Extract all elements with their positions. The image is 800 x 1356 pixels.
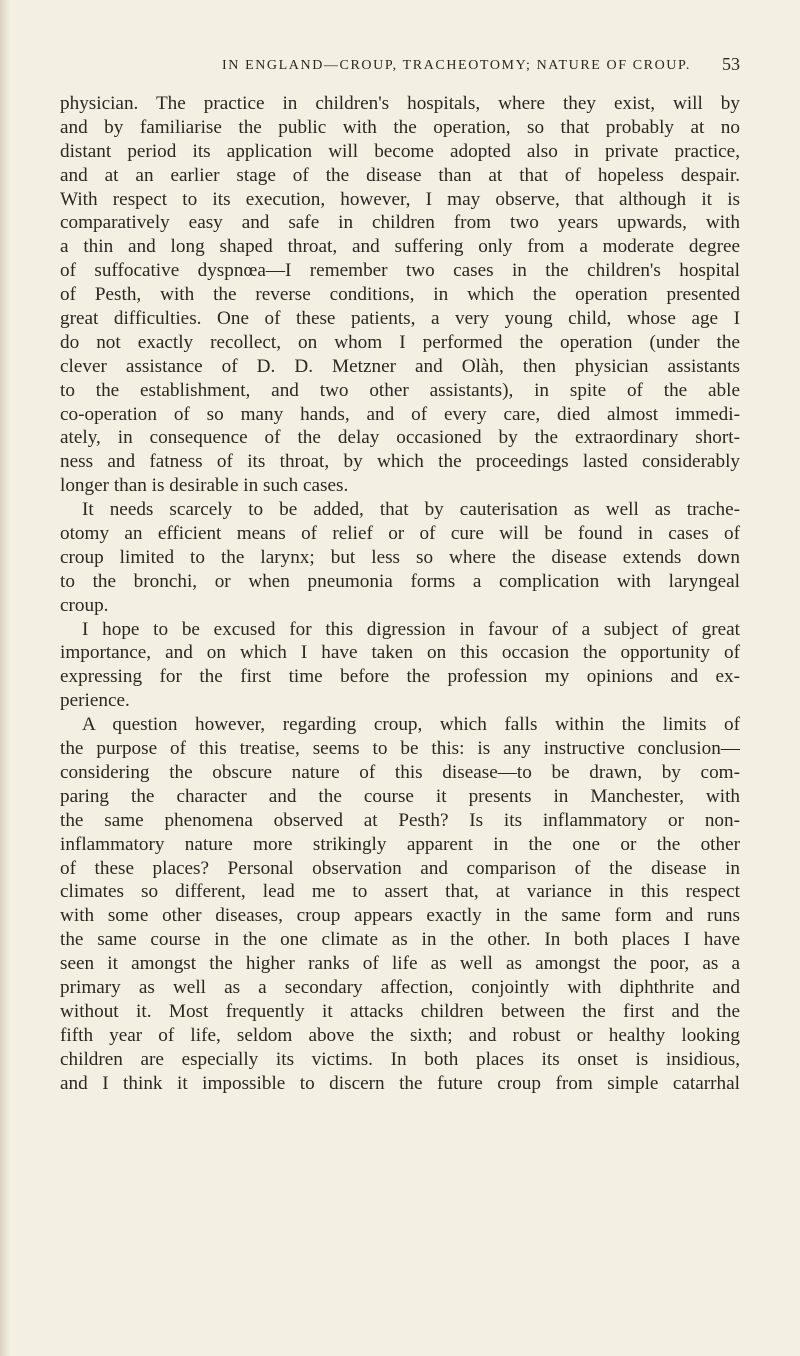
text-line: of suffocative dyspnœa—I remember two cases in the children's hospital	[60, 260, 740, 282]
text-line: the purpose of this treatise, seems to be this: is any instructive conclusion—	[60, 738, 740, 760]
text-line: a thin and long shaped throat, and suffering only from a moderate degree	[60, 236, 740, 258]
text-line: paring the character and the course it presents in Manchester, with	[60, 785, 740, 807]
text-line: the same phenomena observed at Pesth? Is its inflammatory or non-	[60, 809, 740, 831]
text-line: importance, and on which I have taken on this occasion the opportunity of	[60, 642, 740, 664]
text-line: considering the obscure nature of this disease—to be drawn, by com-	[60, 761, 740, 783]
text-line: croup limited to the larynx; but less so where the disease extends down	[60, 546, 740, 568]
text-line: expressing for the first time before the profession my opinions and ex-	[60, 666, 740, 688]
text-line: clever assistance of D. D. Metzner and Olàh, then physician assistants	[60, 355, 740, 377]
text-line: and at an earlier stage of the disease than at that of hopeless despair.	[60, 164, 740, 186]
text-line: fifth year of life, seldom above the sixth; and robust or healthy looking	[60, 1024, 740, 1046]
text-line: of these places? Personal observation and comparison of the disease in	[60, 857, 740, 879]
text-line: ness and fatness of its throat, by which the proceedings lasted considerably	[60, 451, 740, 473]
text-line: children are especially its victims. In both places its onset is insidious,	[60, 1048, 740, 1070]
text-line: croup.	[60, 594, 109, 616]
text-line: ately, in consequence of the delay occasioned by the extraordinary short-	[60, 427, 740, 449]
text-line: of Pesth, with the reverse conditions, in which the operation presented	[60, 284, 740, 306]
text-line: comparatively easy and safe in children from two years upwards, with	[60, 212, 740, 234]
text-line: physician. The practice in children's hospitals, where they exist, will by	[60, 93, 740, 114]
text-line: with some other diseases, croup appears exactly in the same form and runs	[60, 905, 740, 927]
text-line: climates so different, lead me to assert that, at variance in this respect	[60, 881, 740, 903]
text-line: It needs scarcely to be added, that by cauterisation as well as trache-	[82, 499, 740, 521]
text-line: do not exactly recollect, on whom I performed the operation (under the	[60, 331, 740, 353]
text-line: I hope to be excused for this digression in favour of a subject of great	[82, 618, 740, 640]
body-text	[60, 92, 740, 1095]
text-line: otomy an efficient means of relief or of cure will be found in cases of	[60, 523, 740, 545]
text-line: primary as well as a secondary affection, conjointly with diphthrite and	[60, 976, 740, 998]
page-number: 53	[722, 54, 740, 74]
text-line: to the establishment, and two other assistants), in spite of the able	[60, 379, 740, 401]
text-line: without it. Most frequently it attacks children between the first and the	[60, 1000, 740, 1022]
text-line: With respect to its execution, however, I may observe, that although it is	[60, 188, 740, 210]
running-title: IN ENGLAND—CROUP, TRACHEOTOMY; NATURE OF CROUP.	[222, 58, 691, 73]
text-line: distant period its application will become adopted also in private practice,	[60, 140, 740, 162]
text-line: perience.	[60, 690, 130, 712]
text-line: to the bronchi, or when pneumonia forms a complication with laryngeal	[60, 570, 740, 592]
text-line: longer than is desirable in such cases.	[60, 475, 349, 497]
text-line: great difficulties. One of these patients, a very young child, whose age I	[60, 308, 740, 330]
text-line: co-operation of so many hands, and of every care, died almost immedi-	[60, 403, 740, 425]
text-line: the same course in the one climate as in the other. In both places I have	[60, 929, 740, 951]
running-head	[222, 54, 740, 84]
text-line: and by familiarise the public with the operation, so that probably at no	[60, 116, 740, 138]
text-line: and I think it impossible to discern the future croup from simple catarrhal	[60, 1072, 740, 1094]
page-edge-shadow	[0, 0, 10, 1356]
text-line: A question however, regarding croup, which falls within the limits of	[82, 714, 740, 736]
text-line: inflammatory nature more strikingly apparent in the one or the other	[60, 833, 740, 855]
text-line: seen it amongst the higher ranks of life as well as amongst the poor, as a	[60, 953, 740, 975]
